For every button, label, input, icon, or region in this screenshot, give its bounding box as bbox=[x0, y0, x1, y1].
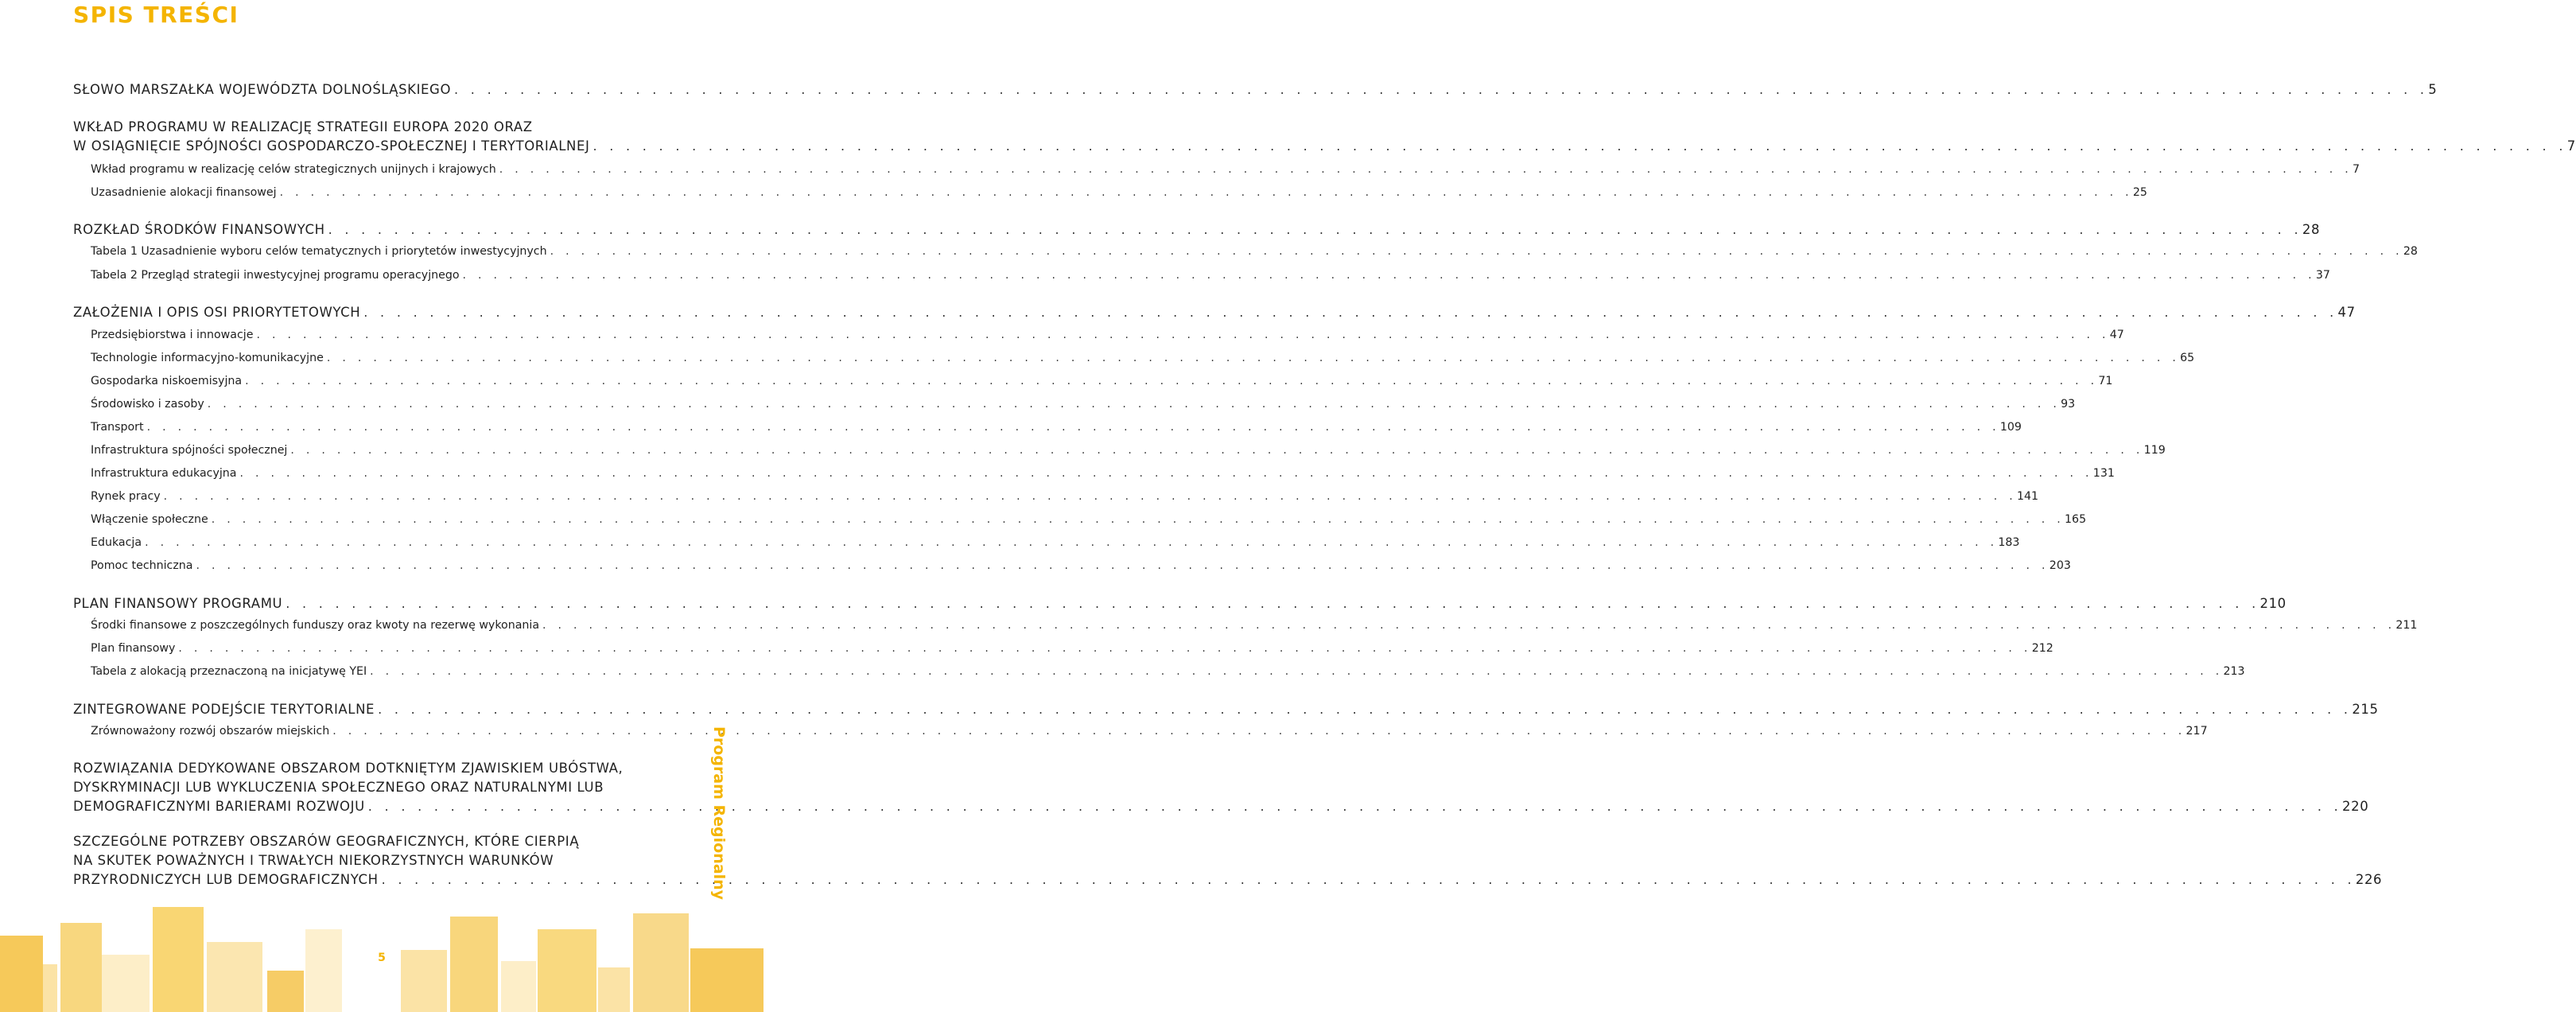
decor-bar bbox=[305, 929, 342, 1012]
toc-entry-title: Plan finansowy bbox=[91, 642, 176, 655]
toc-section[interactable] bbox=[73, 596, 2287, 611]
toc-subsection[interactable] bbox=[73, 467, 2115, 480]
toc-page-number: 119 bbox=[2143, 444, 2166, 457]
toc-entry-title: Edukacja bbox=[91, 536, 142, 549]
dot-leader: . . . . . . . . . . . . . . . . . . . . . . . . . . . . . . . . . . . . . . . . . . . . . . . . . . . . . . . . . . . . . . . . . . . . . . . . . . . . . . . . . . . . . . . . . . . . . . . . . . . . . . . . . . . . . . . . . . . . . . . . bbox=[239, 467, 2093, 480]
toc-entry-title: ZAŁOŻENIA I OPIS OSI PRIORYTETOWYCH bbox=[73, 305, 361, 320]
dot-leader: . . . . . . . . . . . . . . . . . . . . . . . . . . . . . . . . . . . . . . . . . . . . . . . . . . . . . . . . . . . . . . . . . . . . . . . . . . . . . . . . . . . . . . . . . . . . . . . . . . . . . . . . . . . . . . . . . . . . . . . . bbox=[279, 186, 2133, 199]
toc-section[interactable] bbox=[73, 138, 2576, 154]
toc-entry-line bbox=[73, 853, 692, 868]
toc-page-number: 71 bbox=[2098, 375, 2113, 387]
toc-entry-title: PRZYRODNICZYCH LUB DEMOGRAFICZNYCH bbox=[73, 872, 379, 887]
toc-entry-title: Infrastruktura edukacyjna bbox=[91, 467, 237, 480]
toc-entry-title: Rynek pracy bbox=[91, 490, 161, 503]
toc-subsection[interactable] bbox=[73, 163, 2360, 176]
toc-entry-title: Zrównoważony rozwój obszarów miejskich bbox=[91, 725, 330, 738]
toc-entry-title: Gospodarka niskoemisyjna bbox=[91, 375, 243, 387]
toc-section[interactable] bbox=[73, 872, 2383, 887]
page-title: SPIS TREŚCI bbox=[73, 2, 239, 28]
toc-subsection[interactable] bbox=[73, 421, 2022, 434]
decor-bar bbox=[153, 907, 204, 1012]
toc-entry-title: DEMOGRAFICZNYMI BARIERAMI ROZWOJU bbox=[73, 799, 365, 814]
toc-page-number: 226 bbox=[2355, 872, 2383, 887]
toc-page-number: 213 bbox=[2223, 665, 2245, 678]
toc-page-number: 47 bbox=[2109, 329, 2124, 341]
toc-page-number: 211 bbox=[2395, 619, 2418, 632]
toc-entry-title: DYSKRYMINACJI LUB WYKLUCZENIA SPOŁECZNEGO ORAZ NATURALNYMI LUB bbox=[73, 780, 604, 795]
toc-subsection[interactable] bbox=[73, 329, 2124, 341]
toc-page-number: 28 bbox=[2403, 245, 2418, 258]
toc-page-number: 217 bbox=[2186, 725, 2208, 738]
toc-page-number: 28 bbox=[2302, 222, 2321, 237]
toc-page-number: 37 bbox=[2315, 269, 2330, 282]
dot-leader: . . . . . . . . . . . . . . . . . . . . . . . . . . . . . . . . . . . . . . . . . . . . . . . . . . . . . . . . . . . . . . . . . . . . . . . . . . . . . . . . . . . . . . . . . . . . . . . . . . . . . . . . . . . . . . . . . . . . . . . . bbox=[542, 619, 2396, 632]
toc-page-number: 131 bbox=[2092, 467, 2115, 480]
toc-page-number: 7 bbox=[2353, 163, 2360, 176]
dot-leader: . . . . . . . . . . . . . . . . . . . . . . . . . . . . . . . . . . . . . . . . . . . . . . . . . . . . . . . . . . . . . . . . . . . . . . . . . . . . . . . . . . . . . . . . . . . . . . . . . . . . . . . . . . . . . . . . . . . . . . . . bbox=[256, 329, 2110, 341]
dot-leader: . . . . . . . . . . . . . . . . . . . . . . . . . . . . . . . . . . . . . . . . . . . . . . . . . . . . . . . . . . . . . . . . . . . . . . . . . . . . . . . . . . . . . . . . . . . . . . . . . . . . . . . . . . . . . . . . . . . . . . . . bbox=[378, 702, 2353, 717]
toc-page-number: 93 bbox=[2061, 398, 2076, 411]
toc-entry-title: Włączenie społeczne bbox=[91, 513, 208, 526]
toc-page-number: 5 bbox=[2428, 82, 2438, 97]
toc-section[interactable] bbox=[73, 305, 2356, 320]
toc-entry-line bbox=[73, 780, 692, 795]
toc-subsection[interactable] bbox=[73, 725, 2208, 738]
toc-page-number: 203 bbox=[2049, 559, 2071, 572]
toc-subsection[interactable] bbox=[73, 444, 2166, 457]
toc-subsection[interactable] bbox=[73, 398, 2076, 411]
dot-leader: . . . . . . . . . . . . . . . . . . . . . . . . . . . . . . . . . . . . . . . . . . . . . . . . . . . . . . . . . . . . . . . . . . . . . . . . . . . . . . . . . . . . . . . . . . . . . . . . . . . . . . . . . . . . . . . . . . . . . . . . bbox=[286, 596, 2260, 611]
toc-page-number: 210 bbox=[2259, 596, 2287, 611]
toc-entry-title: Środki finansowe z poszczególnych funduszy oraz kwoty na rezerwę wykonania bbox=[91, 619, 540, 632]
dot-leader: . . . . . . . . . . . . . . . . . . . . . . . . . . . . . . . . . . . . . . . . . . . . . . . . . . . . . . . . . . . . . . . . . . . . . . . . . . . . . . . . . . . . . . . . . . . . . . . . . . . . . . . . . . . . . . . . . . . . . . . . bbox=[367, 799, 2343, 814]
decor-bar bbox=[501, 961, 536, 1012]
toc-subsection[interactable] bbox=[73, 352, 2195, 364]
decor-bar bbox=[267, 971, 304, 1012]
page-number: 5 bbox=[378, 952, 386, 964]
decor-bar bbox=[633, 913, 689, 1012]
toc-entry-title: Wkład programu w realizację celów strategicznych unijnych i krajowych bbox=[91, 163, 496, 176]
toc-entry-title: ROZKŁAD ŚRODKÓW FINANSOWYCH bbox=[73, 222, 325, 237]
decor-bar bbox=[60, 923, 102, 1012]
toc-page-number: 141 bbox=[2016, 490, 2039, 503]
dot-leader: . . . . . . . . . . . . . . . . . . . . . . . . . . . . . . . . . . . . . . . . . . . . . . . . . . . . . . . . . . . . . . . . . . . . . . . . . . . . . . . . . . . . . . . . . . . . . . . . . . . . . . . . . . . . . . . . . . . . . . . . bbox=[381, 872, 2356, 887]
toc-page-number: 65 bbox=[2180, 352, 2195, 364]
toc-subsection[interactable] bbox=[73, 245, 2418, 258]
toc-entry-line bbox=[73, 834, 692, 849]
decor-bar bbox=[538, 929, 596, 1012]
dot-leader: . . . . . . . . . . . . . . . . . . . . . . . . . . . . . . . . . . . . . . . . . . . . . . . . . . . . . . . . . . . . . . . . . . . . . . . . . . . . . . . . . . . . . . . . . . . . . . . . . . . . . . . . . . . . . . . . . . . . . . . . bbox=[363, 305, 2338, 320]
decor-bar bbox=[0, 936, 43, 1012]
toc-entry-title: Transport bbox=[91, 421, 144, 434]
dot-leader: . . . . . . . . . . . . . . . . . . . . . . . . . . . . . . . . . . . . . . . . . . . . . . . . . . . . . . . . . . . . . . . . . . . . . . . . . . . . . . . . . . . . . . . . . . . . . . . . . . . . . . . . . . . . . . . . . . . . . . . . bbox=[550, 245, 2403, 258]
toc-subsection[interactable] bbox=[73, 186, 2147, 199]
dot-leader: . . . . . . . . . . . . . . . . . . . . . . . . . . . . . . . . . . . . . . . . . . . . . . . . . . . . . . . . . . . . . . . . . . . . . . . . . . . . . . . . . . . . . . . . . . . . . . . . . . . . . . . . . . . . . . . . . . . . . . . . bbox=[326, 352, 2181, 364]
toc-subsection[interactable] bbox=[73, 490, 2039, 503]
dot-leader: . . . . . . . . . . . . . . . . . . . . . . . . . . . . . . . . . . . . . . . . . . . . . . . . . . . . . . . . . . . . . . . . . . . . . . . . . . . . . . . . . . . . . . . . . . . . . . . . . . . . . . . . . . . . . . . . . . . . . . . . bbox=[370, 665, 2224, 678]
program-regionalny-label: Program Regionalny bbox=[710, 726, 728, 901]
dot-leader: . . . . . . . . . . . . . . . . . . . . . . . . . . . . . . . . . . . . . . . . . . . . . . . . . . . . . . . . . . . . . . . . . . . . . . . . . . . . . . . . . . . . . . . . . . . . . . . . . . . . . . . . . . . . . . . . . . . . . . . . bbox=[207, 398, 2061, 411]
toc-subsection[interactable] bbox=[73, 536, 2020, 549]
decor-bar bbox=[690, 948, 763, 1012]
toc-page-number: 109 bbox=[1999, 421, 2022, 434]
decor-bar bbox=[401, 950, 447, 1012]
toc-entry-title: Tabela 1 Uzasadnienie wyboru celów tematycznych i priorytetów inwestycyjnych bbox=[91, 245, 547, 258]
dot-leader: . . . . . . . . . . . . . . . . . . . . . . . . . . . . . . . . . . . . . . . . . . . . . . . . . . . . . . . . . . . . . . . . . . . . . . . . . . . . . . . . . . . . . . . . . . . . . . . . . . . . . . . . . . . . . . . . . . . . . . . . bbox=[145, 536, 1999, 549]
toc-entry-title: W OSIĄGNIĘCIE SPÓJNOŚCI GOSPODARCZO-SPOŁECZNEJ I TERYTORIALNEJ bbox=[73, 138, 590, 154]
toc-entry-title: Przedsiębiorstwa i innowacje bbox=[91, 329, 254, 341]
decor-bar bbox=[102, 955, 150, 1012]
toc-entry-title: SŁOWO MARSZAŁKA WOJEWÓDZTA DOLNOŚLĄSKIEGO bbox=[73, 82, 452, 97]
toc-entry-title: Pomoc techniczna bbox=[91, 559, 193, 572]
dot-leader: . . . . . . . . . . . . . . . . . . . . . . . . . . . . . . . . . . . . . . . . . . . . . . . . . . . . . . . . . . . . . . . . . . . . . . . . . . . . . . . . . . . . . . . . . . . . . . . . . . . . . . . . . . . . . . . . . . . . . . . . bbox=[454, 82, 2429, 97]
toc-entry-title: Uzasadnienie alokacji finansowej bbox=[91, 186, 277, 199]
dot-leader: . . . . . . . . . . . . . . . . . . . . . . . . . . . . . . . . . . . . . . . . . . . . . . . . . . . . . . . . . . . . . . . . . . . . . . . . . . . . . . . . . . . . . . . . . . . . . . . . . . . . . . . . . . . . . . . . . . . . . . . . bbox=[328, 222, 2302, 237]
toc-subsection[interactable] bbox=[73, 269, 2330, 282]
toc-entry-title: PLAN FINANSOWY PROGRAMU bbox=[73, 596, 283, 611]
dot-leader: . . . . . . . . . . . . . . . . . . . . . . . . . . . . . . . . . . . . . . . . . . . . . . . . . . . . . . . . . . . . . . . . . . . . . . . . . . . . . . . . . . . . . . . . . . . . . . . . . . . . . . . . . . . . . . . . . . . . . . . . bbox=[196, 559, 2050, 572]
dot-leader: . . . . . . . . . . . . . . . . . . . . . . . . . . . . . . . . . . . . . . . . . . . . . . . . . . . . . . . . . . . . . . . . . . . . . . . . . . . . . . . . . . . . . . . . . . . . . . . . . . . . . . . . . . . . . . . . . . . . . . . . bbox=[245, 375, 2099, 387]
dot-leader: . . . . . . . . . . . . . . . . . . . . . . . . . . . . . . . . . . . . . . . . . . . . . . . . . . . . . . . . . . . . . . . . . . . . . . . . . . . . . . . . . . . . . . . . . . . . . . . . . . . . . . . . . . . . . . . . . . . . . . . . bbox=[146, 421, 2000, 434]
dot-leader: . . . . . . . . . . . . . . . . . . . . . . . . . . . . . . . . . . . . . . . . . . . . . . . . . . . . . . . . . . . . . . . . . . . . . . . . . . . . . . . . . . . . . . . . . . . . . . . . . . . . . . . . . . . . . . . . . . . . . . . . bbox=[499, 163, 2353, 176]
toc-entry-title: ZINTEGROWANE PODEJŚCIE TERYTORIALNE bbox=[73, 702, 375, 717]
dot-leader: . . . . . . . . . . . . . . . . . . . . . . . . . . . . . . . . . . . . . . . . . . . . . . . . . . . . . . . . . . . . . . . . . . . . . . . . . . . . . . . . . . . . . . . . . . . . . . . . . . . . . . . . . . . . . . . . . . . . . . . . bbox=[211, 513, 2065, 526]
toc-page-number: 220 bbox=[2342, 799, 2369, 814]
decor-bar bbox=[43, 964, 57, 1012]
toc-subsection[interactable] bbox=[73, 642, 2053, 655]
toc-subsection[interactable] bbox=[73, 665, 2245, 678]
toc-page-number: 165 bbox=[2065, 513, 2087, 526]
toc-entry-title: ROZWIĄZANIA DEDYKOWANE OBSZAROM DOTKNIĘTYM ZJAWISKIEM UBÓSTWA, bbox=[73, 761, 624, 776]
dot-leader: . . . . . . . . . . . . . . . . . . . . . . . . . . . . . . . . . . . . . . . . . . . . . . . . . . . . . . . . . . . . . . . . . . . . . . . . . . . . . . . . . . . . . . . . . . . . . . . . . . . . . . . . . . . . . . . . . . . . . . . . bbox=[290, 444, 2144, 457]
toc-entry-title: SZCZEGÓLNE POTRZEBY OBSZARÓW GEOGRAFICZNYCH, KTÓRE CIERPIĄ bbox=[73, 834, 580, 849]
decor-bar bbox=[450, 917, 498, 1012]
dot-leader: . . . . . . . . . . . . . . . . . . . . . . . . . . . . . . . . . . . . . . . . . . . . . . . . . . . . . . . . . . . . . . . . . . . . . . . . . . . . . . . . . . . . . . . . . . . . . . . . . . . . . . . . . . . . . . . . . . . . . . . . bbox=[178, 642, 2032, 655]
toc-entry-title: NA SKUTEK POWAŻNYCH I TRWAŁYCH NIEKORZYSTNYCH WARUNKÓW bbox=[73, 853, 554, 868]
toc-page-number: 215 bbox=[2352, 702, 2379, 717]
toc-subsection[interactable] bbox=[73, 559, 2071, 572]
toc-entry-title: Środowisko i zasoby bbox=[91, 398, 204, 411]
decor-bar bbox=[207, 942, 262, 1012]
toc-page-number: 7 bbox=[2566, 138, 2576, 154]
toc-entry-title: Tabela 2 Przegląd strategii inwestycyjnej programu operacyjnego bbox=[91, 269, 460, 282]
dot-leader: . . . . . . . . . . . . . . . . . . . . . . . . . . . . . . . . . . . . . . . . . . . . . . . . . . . . . . . . . . . . . . . . . . . . . . . . . . . . . . . . . . . . . . . . . . . . . . . . . . . . . . . . . . . . . . . . . . . . . . . . bbox=[593, 138, 2567, 154]
toc-entry-title: Tabela z alokacją przeznaczoną na inicjatywę YEI bbox=[91, 665, 367, 678]
dot-leader: . . . . . . . . . . . . . . . . . . . . . . . . . . . . . . . . . . . . . . . . . . . . . . . . . . . . . . . . . . . . . . . . . . . . . . . . . . . . . . . . . . . . . . . . . . . . . . . . . . . . . . . . . . . . . . . . . . . . . . . . bbox=[462, 269, 2316, 282]
toc-section[interactable] bbox=[73, 702, 2379, 717]
toc-section[interactable] bbox=[73, 222, 2321, 237]
dot-leader: . . . . . . . . . . . . . . . . . . . . . . . . . . . . . . . . . . . . . . . . . . . . . . . . . . . . . . . . . . . . . . . . . . . . . . . . . . . . . . . . . . . . . . . . . . . . . . . . . . . . . . . . . . . . . . . . . . . . . . . . bbox=[332, 725, 2186, 738]
toc-entry-line bbox=[73, 761, 692, 776]
toc-section[interactable] bbox=[73, 82, 2438, 97]
toc-subsection[interactable] bbox=[73, 619, 2418, 632]
toc-section[interactable] bbox=[73, 799, 2369, 814]
toc-page-number: 212 bbox=[2031, 642, 2053, 655]
decor-bar bbox=[598, 967, 630, 1012]
toc-page-number: 183 bbox=[1998, 536, 2020, 549]
toc-entry-title: WKŁAD PROGRAMU W REALIZACJĘ STRATEGII EUROPA 2020 ORAZ bbox=[73, 119, 533, 134]
toc-subsection[interactable] bbox=[73, 375, 2113, 387]
toc-page-number: 25 bbox=[2132, 186, 2147, 199]
toc-subsection[interactable] bbox=[73, 513, 2087, 526]
toc-entry-title: Infrastruktura spójności społecznej bbox=[91, 444, 288, 457]
toc-page-number: 47 bbox=[2337, 305, 2356, 320]
toc-entry-title: Technologie informacyjno-komunikacyjne bbox=[91, 352, 324, 364]
dot-leader: . . . . . . . . . . . . . . . . . . . . . . . . . . . . . . . . . . . . . . . . . . . . . . . . . . . . . . . . . . . . . . . . . . . . . . . . . . . . . . . . . . . . . . . . . . . . . . . . . . . . . . . . . . . . . . . . . . . . . . . . bbox=[163, 490, 2017, 503]
toc-entry-line bbox=[73, 119, 692, 134]
